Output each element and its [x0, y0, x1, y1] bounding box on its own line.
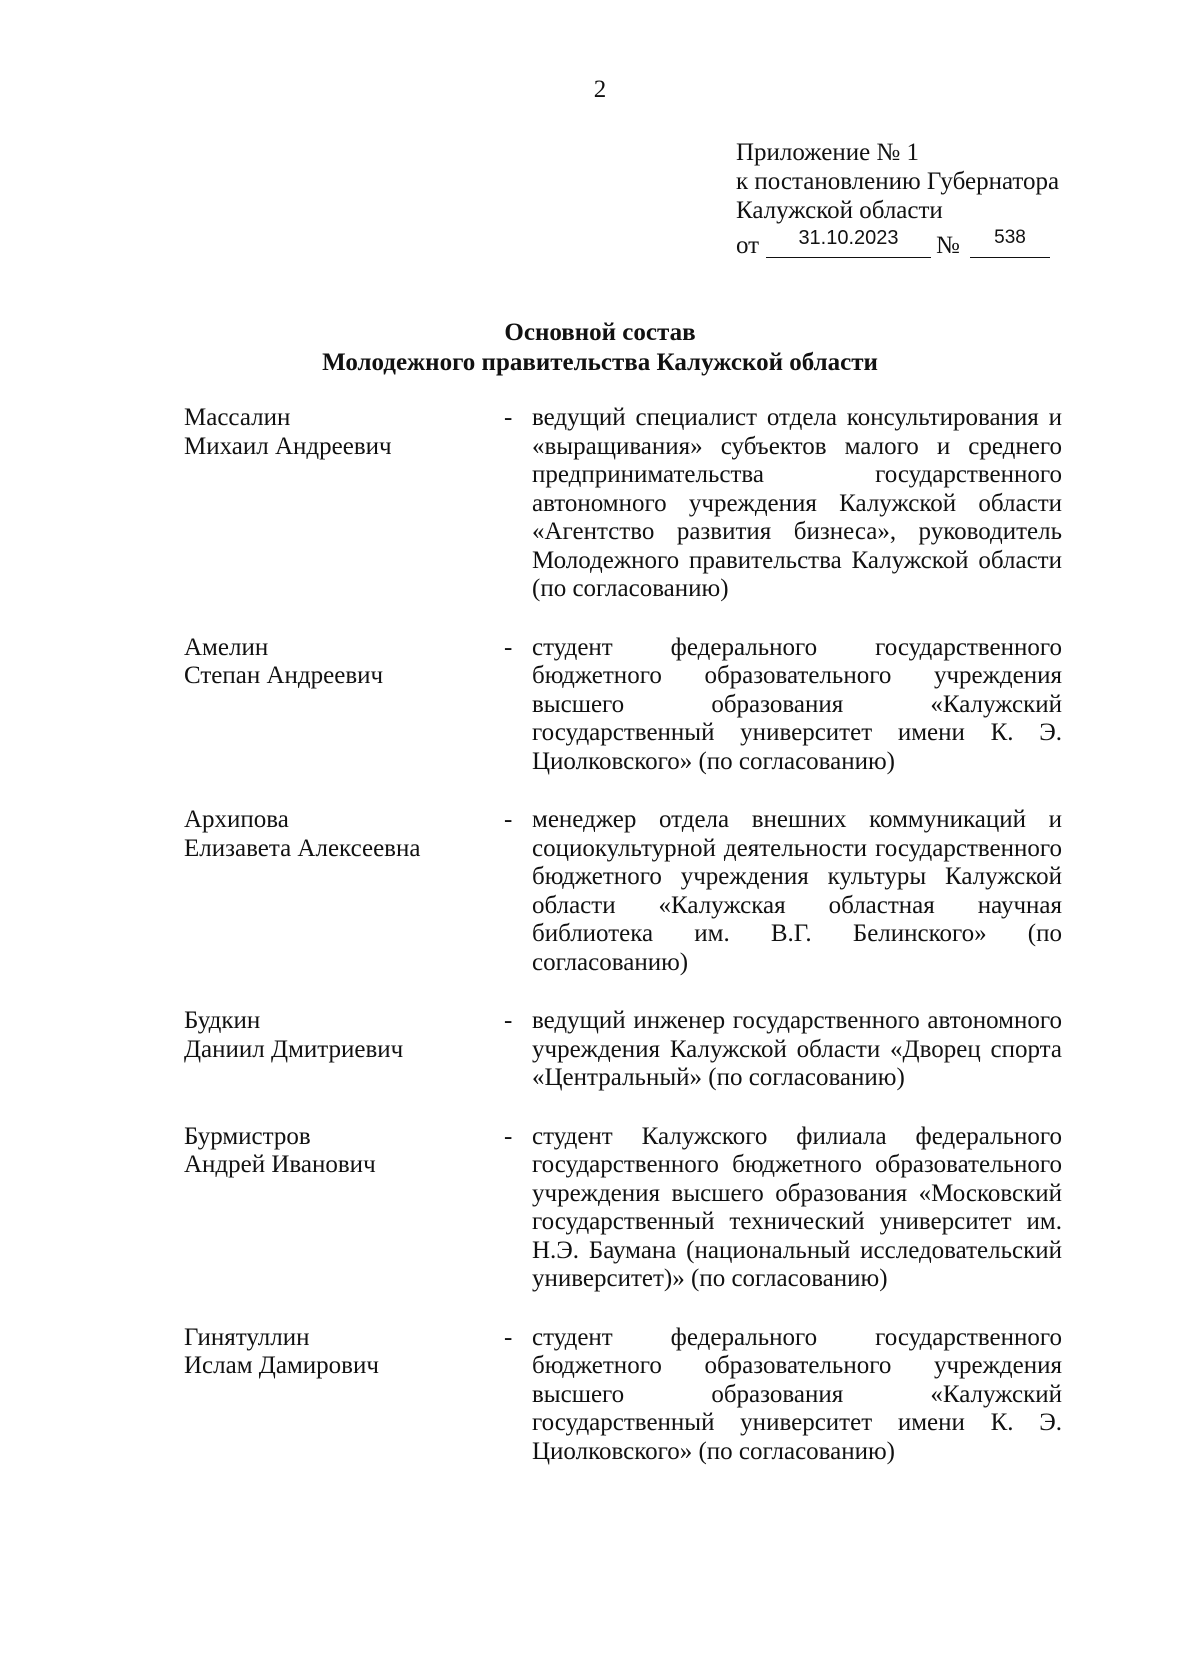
document-title	[0, 318, 1200, 378]
member-description: студент федерального государственного бюджетного образовательного учреждения высшего образования «Калужский государственный университет имени К. Э. Циолковского» (по согласованию)	[532, 633, 1062, 775]
member-entry	[184, 1324, 1074, 1467]
member-description: менеджер отдела внешних коммуникаций и социокультурной деятельности государственного бюджетного учреждения культуры Калужской области «Калужская областная научная библиотека им. В.Г. Белинского» (по согласованию)	[532, 806, 1062, 976]
title-line-1: Основной состав	[504, 319, 696, 346]
member-dash: -	[504, 1122, 513, 1150]
member-given-names: Ислам Дамирович	[184, 1352, 379, 1379]
number-label: №	[936, 232, 960, 259]
member-given-names: Даниил Дмитриевич	[184, 1035, 404, 1063]
decree-date: 31.10.2023	[766, 225, 931, 258]
title-line-2: Молодежного правительства Калужской области	[322, 349, 878, 376]
member-dash: -	[504, 806, 513, 833]
member-entry	[184, 634, 1074, 777]
member-list	[184, 404, 1074, 1496]
member-given-names: Елизавета Алексеевна	[184, 834, 421, 862]
member-given-names: Степан Андреевич	[184, 662, 384, 689]
member-surname: Амелин	[184, 633, 269, 661]
member-dash: -	[504, 1007, 513, 1034]
member-description: студент Калужского филиала федерального государственного бюджетного образовательного учреждения высшего образования «Московский государственный технический университет им. Н.Э. Баумана (национальный исследовательский университет)» (по согласованию)	[532, 1122, 1062, 1292]
member-entry	[184, 806, 1074, 977]
member-entry	[184, 1123, 1074, 1294]
appendix-header	[736, 138, 1086, 259]
member-surname: Массалин	[184, 404, 291, 431]
member-name	[184, 806, 504, 977]
member-description: ведущий инженер государственного автономного учреждения Калужской области «Дворец спорта «Центральный» (по согласованию)	[532, 1007, 1062, 1091]
appendix-reference: к постановлению Губернатора	[736, 168, 1060, 195]
member-entry	[184, 1007, 1074, 1093]
member-surname: Бурмистров	[184, 1122, 311, 1150]
decree-number: 538	[970, 225, 1050, 258]
member-dash: -	[504, 633, 513, 661]
member-given-names: Андрей Иванович	[184, 1151, 376, 1178]
member-entry	[184, 404, 1074, 604]
member-given-names: Михаил Андреевич	[184, 432, 392, 460]
member-description: ведущий специалист отдела консультирования и «выращивания» субъектов малого и среднего предпринимательства государственного автономного учреждения Калужской области «Агентство развития бизнеса», руководитель Молодежного правительства Калужской области (по согласованию)	[532, 404, 1062, 602]
from-label: от	[736, 232, 760, 259]
appendix-date-line	[736, 225, 1086, 259]
appendix-region: Калужской области	[736, 197, 943, 224]
member-name	[184, 1123, 504, 1294]
member-name	[184, 404, 504, 604]
member-dash: -	[504, 404, 513, 431]
page-number: 2	[593, 76, 607, 103]
member-name	[184, 1324, 504, 1467]
member-name	[184, 634, 504, 777]
member-dash: -	[504, 1323, 513, 1351]
appendix-title: Приложение № 1	[736, 139, 920, 166]
member-description: студент федерального государственного бюджетного образовательного учреждения высшего образования «Калужский государственный университет имени К. Э. Циолковского» (по согласованию)	[532, 1323, 1062, 1465]
member-name	[184, 1007, 504, 1093]
member-surname: Архипова	[184, 806, 289, 833]
member-surname: Будкин	[184, 1007, 261, 1034]
member-surname: Гинятуллин	[184, 1323, 310, 1351]
